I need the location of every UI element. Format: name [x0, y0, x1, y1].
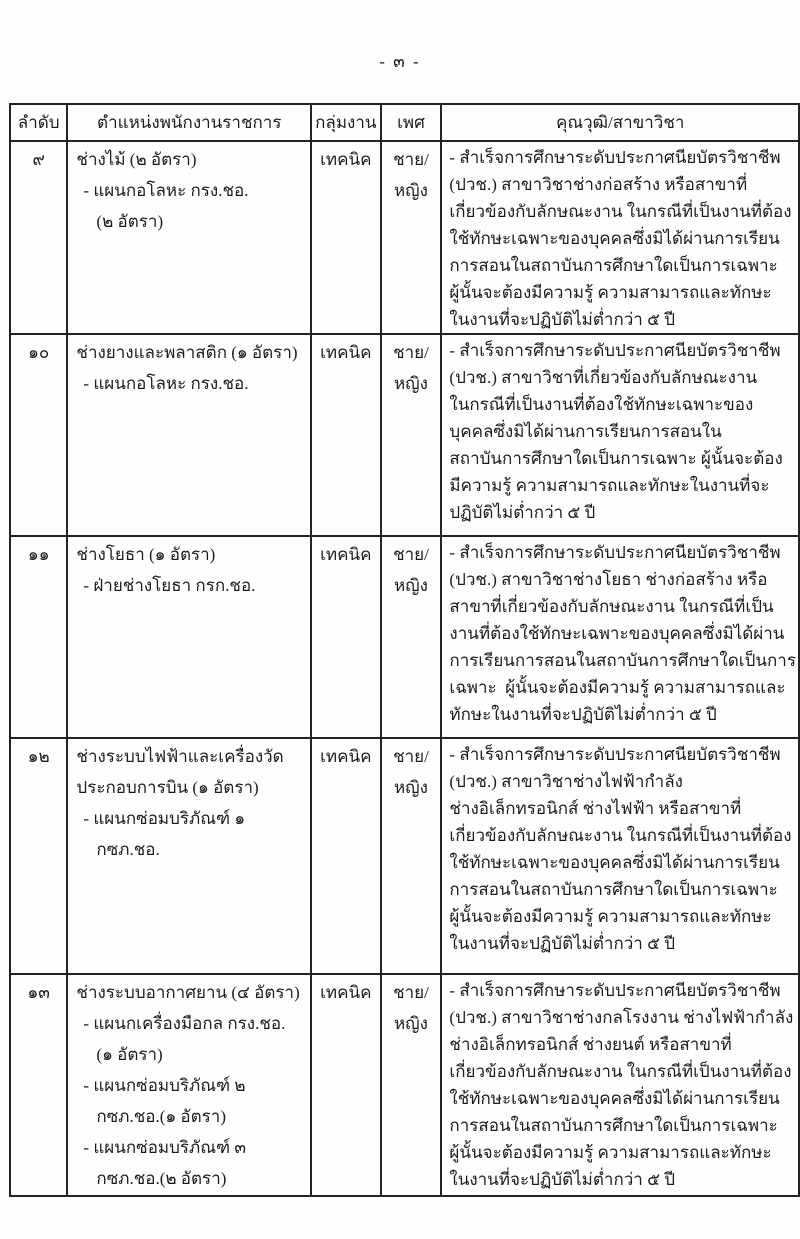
qualification-line: - สำเร็จการศึกษาระดับประกาศนียบัตรวิชาชีพ [449, 341, 781, 360]
gender-cell [381, 738, 442, 974]
gender-cell [381, 974, 442, 1196]
position-line: ช่างระบบไฟฟ้าและเครื่องวัด [76, 747, 284, 766]
position-line: กซภ.ชอ.(๒ อัตรา) [96, 1169, 227, 1188]
col-header-position: ตำแหน่งพนักงานราชการ [67, 104, 311, 141]
position-cell [67, 738, 311, 974]
qualification-line: ทักษะในงานที่จะปฏิบัติไม่ต่ำกว่า ๕ ปี [449, 705, 717, 724]
qualification-line: การสอนในสถาบันการศึกษาใดเป็นการเฉพาะ [449, 1116, 778, 1135]
gender-line: หญิง [393, 1014, 428, 1033]
table-header-row [10, 104, 799, 141]
qualification-cell [441, 738, 799, 974]
row-number-cell [10, 141, 67, 334]
row-number-cell [10, 738, 67, 974]
table-row [10, 974, 799, 1196]
col-header-qualification: คุณวุฒิ/สาขาวิชา [441, 104, 799, 141]
work-group-cell [311, 738, 380, 974]
gender-line: ชาย/ [393, 747, 429, 766]
gender-line: ชาย/ [393, 343, 429, 362]
gender-line: ชาย/ [393, 545, 429, 564]
position-line: - แผนกซ่อมบริภัณฑ์ ๓ [83, 1138, 246, 1157]
qualification-line: (ปวช.) สาขาวิชาช่างโยธา ช่างก่อสร้าง หรือ [449, 570, 768, 589]
qualification-line: ในงานที่จะปฏิบัติไม่ต่ำกว่า ๕ ปี [449, 310, 676, 329]
position-line: ประกอบการบิน (๑ อัตรา) [76, 778, 259, 797]
work-group-cell [311, 141, 380, 334]
gender-line: หญิง [393, 374, 428, 393]
row-number: ๑๐ [28, 343, 50, 362]
table-row [10, 334, 799, 536]
qualification-line: สาขาที่เกี่ยวข้องกับลักษณะงาน ในกรณีที่เป็น [449, 597, 774, 616]
qualification-line: ช่างอิเล็กทรอนิกส์ ช่างไฟฟ้า หรือสาขาที่ [449, 799, 742, 818]
row-number: ๑๑ [27, 545, 50, 564]
qualification-line: (ปวช.) สาขาวิชาช่างก่อสร้าง หรือสาขาที่ [449, 175, 748, 194]
qualification-line: (ปวช.) สาขาวิชาช่างไฟฟ้ากำลัง [449, 772, 683, 791]
qualification-line: ใช้ทักษะเฉพาะของบุคคลซึ่งมิได้ผ่านการเรียน [449, 1089, 780, 1108]
position-cell [67, 141, 311, 334]
table-row [10, 141, 799, 334]
qualification-line: การสอนในสถาบันการศึกษาใดเป็นการเฉพาะ [449, 880, 778, 899]
position-cell [67, 536, 311, 738]
row-number: ๑๒ [27, 747, 50, 766]
qualification-line: เฉพาะ ผู้นั้นจะต้องมีความรู้ ความสามารถและ [449, 678, 786, 697]
table-row [10, 536, 799, 738]
gender-line: หญิง [393, 778, 428, 797]
work-group-label: เทคนิค [320, 983, 372, 1002]
col-header-number: ลำดับ [10, 104, 67, 141]
qualification-line: งานที่ต้องใช้ทักษะเฉพาะของบุคคลซึ่งมิได้ผ่าน [449, 624, 785, 643]
qualification-line: การเรียนการสอนในสถาบันการศึกษาใดเป็นการ [449, 651, 796, 670]
position-line: - แผนกอโลหะ กรง.ชอ. [83, 374, 249, 393]
work-group-label: เทคนิค [320, 747, 372, 766]
gender-line: ชาย/ [393, 983, 429, 1002]
row-number-cell [10, 974, 67, 1196]
position-line: (๒ อัตรา) [96, 212, 164, 231]
qualification-line: (ปวช.) สาขาวิชาช่างกลโรงงาน ช่างไฟฟ้ากำลัง [449, 1008, 794, 1027]
qualification-line: บุคคลซึ่งมิได้ผ่านการเรียนการสอนใน [449, 422, 722, 441]
qualification-line: ในงานที่จะปฏิบัติไม่ต่ำกว่า ๕ ปี [449, 934, 676, 953]
qualification-line: - สำเร็จการศึกษาระดับประกาศนียบัตรวิชาชีพ [449, 745, 781, 764]
qualification-line: ผู้นั้นจะต้องมีความรู้ ความสามารถและทักษะ [449, 907, 772, 926]
work-group-label: เทคนิค [320, 150, 372, 169]
gender-cell [381, 334, 442, 536]
position-line: ช่างโยธา (๑ อัตรา) [76, 545, 216, 564]
row-number-cell [10, 536, 67, 738]
qualification-cell [441, 334, 799, 536]
qualification-cell [441, 536, 799, 738]
positions-table [9, 103, 800, 1197]
work-group-cell [311, 334, 380, 536]
qualification-line: ผู้นั้นจะต้องมีความรู้ ความสามารถและทักษะ [449, 283, 772, 302]
qualification-line: เกี่ยวข้องกับลักษณะงาน ในกรณีที่เป็นงานที่ต้อง [449, 826, 792, 845]
qualification-line: ใช้ทักษะเฉพาะของบุคคลซึ่งมิได้ผ่านการเรียน [449, 853, 780, 872]
qualification-line: สถาบันการศึกษาใดเป็นการเฉพาะ ผู้นั้นจะต้อง [449, 449, 783, 468]
qualification-line: เกี่ยวข้องกับลักษณะงาน ในกรณีที่เป็นงานที่ต้อง [449, 202, 792, 221]
position-line: - แผนกเครื่องมือกล กรง.ชอ. [83, 1014, 286, 1033]
position-line: ช่างยางและพลาสติก (๑ อัตรา) [76, 343, 298, 362]
row-number: ๑๓ [27, 983, 50, 1002]
gender-line: หญิง [393, 576, 428, 595]
qualification-line: - สำเร็จการศึกษาระดับประกาศนียบัตรวิชาชีพ [449, 543, 781, 562]
gender-cell [381, 141, 442, 334]
position-line: กซภ.ชอ.(๑ อัตรา) [96, 1107, 226, 1126]
qualification-line: มีความรู้ ความสามารถและทักษะในงานที่จะ [449, 476, 770, 495]
gender-line: หญิง [393, 181, 428, 200]
col-header-sex: เพศ [381, 104, 442, 141]
work-group-label: เทคนิค [320, 343, 372, 362]
position-line: ช่างระบบอากาศยาน (๔ อัตรา) [76, 983, 300, 1002]
position-cell [67, 974, 311, 1196]
qualification-line: ในกรณีที่เป็นงานที่ต้องใช้ทักษะเฉพาะของ [449, 395, 754, 414]
position-line: - แผนกซ่อมบริภัณฑ์ ๑ [83, 809, 246, 828]
qualification-line: การสอนในสถาบันการศึกษาใดเป็นการเฉพาะ [449, 256, 778, 275]
qualification-line: (ปวช.) สาขาวิชาที่เกี่ยวข้องกับลักษณะงาน [449, 368, 758, 387]
qualification-line: เกี่ยวข้องกับลักษณะงาน ในกรณีที่เป็นงานที่ต้อง [449, 1062, 792, 1081]
gender-cell [381, 536, 442, 738]
position-line: - แผนกอโลหะ กรง.ชอ. [83, 181, 249, 200]
qualification-line: - สำเร็จการศึกษาระดับประกาศนียบัตรวิชาชีพ [449, 981, 781, 1000]
position-cell [67, 334, 311, 536]
row-number-cell [10, 334, 67, 536]
position-line: (๑ อัตรา) [96, 1045, 163, 1064]
work-group-cell [311, 536, 380, 738]
position-line: - แผนกซ่อมบริภัณฑ์ ๒ [83, 1076, 246, 1095]
page-number: - ๓ - [379, 52, 421, 71]
qualification-line: ใช้ทักษะเฉพาะของบุคคลซึ่งมิได้ผ่านการเรียน [449, 229, 780, 248]
table-row [10, 738, 799, 974]
gender-line: ชาย/ [393, 150, 429, 169]
work-group-label: เทคนิค [320, 545, 372, 564]
qualification-line: ปฏิบัติไม่ต่ำกว่า ๕ ปี [449, 503, 596, 522]
qualification-line: ในงานที่จะปฏิบัติไม่ต่ำกว่า ๕ ปี [449, 1170, 676, 1189]
qualification-line: - สำเร็จการศึกษาระดับประกาศนียบัตรวิชาชีพ [449, 148, 781, 167]
qualification-cell [441, 974, 799, 1196]
work-group-cell [311, 974, 380, 1196]
position-line: ช่างไม้ (๒ อัตรา) [76, 150, 197, 169]
col-header-group: กลุ่มงาน [311, 104, 380, 141]
qualification-cell [441, 141, 799, 334]
position-line: - ฝ่ายช่างโยธา กรก.ชอ. [83, 576, 256, 595]
qualification-line: ผู้นั้นจะต้องมีความรู้ ความสามารถและทักษะ [449, 1143, 772, 1162]
row-number: ๙ [32, 150, 45, 169]
position-line: กซภ.ชอ. [96, 840, 160, 859]
qualification-line: ช่างอิเล็กทรอนิกส์ ช่างยนต์ หรือสาขาที่ [449, 1035, 732, 1054]
